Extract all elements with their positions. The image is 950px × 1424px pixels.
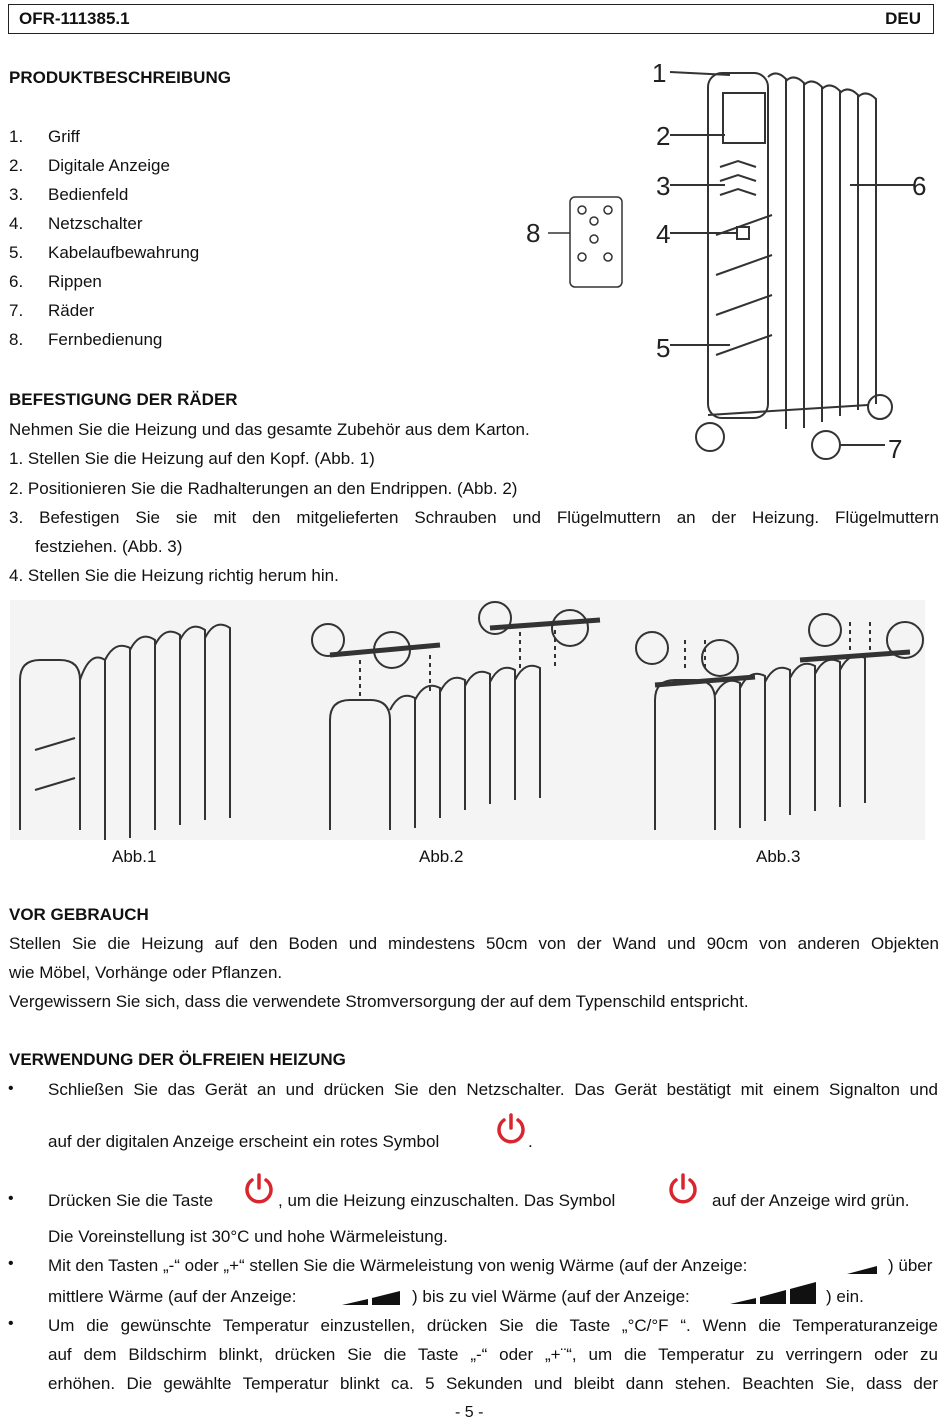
usage-bullet-3-part-d: ) bis zu viel Wärme (auf der Anzeige: (412, 1287, 690, 1306)
callout-4: 4 (656, 219, 671, 249)
heater-front-panel (708, 73, 768, 418)
heat-level-low-icon (845, 1260, 879, 1276)
power-icon (242, 1172, 276, 1206)
wheel (696, 423, 724, 451)
wheels-step-3-cont: festziehen. (Abb. 3) (35, 537, 183, 556)
usage-bullet-3-part-a: Mit den Tasten „-“ oder „+“ stellen Sie die Wärmeleistung von wenig Wärme (auf der Anzeige: (48, 1256, 748, 1275)
parts-list-item: 3. Bedienfeld (9, 185, 129, 204)
section-title-before-use: VOR GEBRAUCH (9, 905, 149, 924)
before-use-line-3: Vergewissern Sie sich, dass die verwendete Stromversorgung der auf dem Typenschild entspricht. (9, 992, 749, 1011)
wheel (868, 395, 892, 419)
parts-list-item: 2. Digitale Anzeige (9, 156, 170, 175)
usage-bullet-1-line-2: auf der digitalen Anzeige erscheint ein rotes Symbol (48, 1132, 440, 1151)
usage-bullet-1-line-1: Schließen Sie das Gerät an und drücken Sie den Netzschalter. Das Gerät bestätigt mit einem Signalton und (48, 1080, 938, 1099)
remote-control (570, 197, 622, 287)
parts-list-item: 1. Griff (9, 127, 80, 146)
callout-5: 5 (656, 333, 671, 363)
heater-product-illustration (520, 55, 940, 475)
usage-bullet-2-part-c: auf der Anzeige wird grün. (712, 1191, 910, 1210)
figure-caption-2: Abb.2 (419, 847, 464, 866)
callout-7: 7 (888, 434, 903, 464)
language-code: DEU (885, 9, 921, 28)
usage-bullet-3-part-b: ) über (888, 1256, 933, 1275)
parts-list-item: 8. Fernbedienung (9, 330, 163, 349)
usage-bullet-2-line-2: Die Voreinstellung ist 30°C und hohe Wärmeleistung. (48, 1227, 448, 1246)
section-title-usage: VERWENDUNG DER ÖLFREIEN HEIZUNG (9, 1050, 346, 1069)
wheels-step-4: 4. Stellen Sie die Heizung richtig herum hin. (9, 566, 339, 585)
before-use-line-2: wie Möbel, Vorhänge oder Pflanzen. (9, 963, 283, 982)
usage-bullet-2-part-a: Drücken Sie die Taste (48, 1191, 214, 1210)
section-title-wheels: BEFESTIGUNG DER RÄDER (9, 390, 238, 409)
callout-1: 1 (652, 58, 667, 88)
wheels-step-2: 2. Positionieren Sie die Radhalterungen an den Endrippen. (Abb. 2) (9, 479, 518, 498)
heat-level-medium-icon (340, 1285, 402, 1307)
power-switch (737, 227, 749, 239)
figure-caption-1: Abb.1 (112, 847, 157, 866)
bullet-marker: • (8, 1080, 14, 1097)
bullet-marker: • (8, 1315, 14, 1332)
callout-2: 2 (656, 121, 671, 151)
usage-bullet-4-line-1: Um die gewünschte Temperatur einzustellen, drücken Sie die Taste „°C/°F “. Wenn die Temperaturanzeige (48, 1316, 938, 1335)
usage-bullet-1-end: . (528, 1132, 533, 1151)
wheel (812, 431, 840, 459)
wheels-intro: Nehmen Sie die Heizung und das gesamte Zubehör aus dem Karton. (9, 420, 530, 439)
power-icon (666, 1172, 700, 1206)
doc-code: OFR-111385.1 (19, 9, 130, 28)
parts-list-item: 4. Netzschalter (9, 214, 143, 233)
parts-list-item: 6. Rippen (9, 272, 102, 291)
heater-display (723, 93, 765, 143)
callout-3: 3 (656, 171, 671, 201)
before-use-line-1: Stellen Sie die Heizung auf den Boden und mindestens 50cm von der Wand und 90cm von anderen Objekten (9, 934, 939, 953)
bullet-marker: • (8, 1190, 14, 1207)
parts-list-item: 5. Kabelaufbewahrung (9, 243, 200, 262)
power-icon (494, 1112, 528, 1146)
parts-list-item: 7. Räder (9, 301, 95, 320)
section-title-product: PRODUKTBESCHREIBUNG (9, 68, 231, 87)
callout-6: 6 (912, 171, 927, 201)
callout-8: 8 (526, 218, 541, 248)
usage-bullet-4-line-3: erhöhen. Die gewählte Temperatur blinkt ca. 5 Sekunden und bleibt dann stehen. Beachten Sie, dass der (48, 1374, 938, 1393)
wheels-step-3: 3. Befestigen Sie sie mit den mitgelieferten Schrauben und Flügelmuttern an der Heizung. Flügelmuttern (9, 508, 939, 527)
wheels-step-1: 1. Stellen Sie die Heizung auf den Kopf. (Abb. 1) (9, 449, 375, 468)
heat-level-high-icon (728, 1280, 818, 1306)
usage-bullet-3-part-c: mittlere Wärme (auf der Anzeige: (48, 1287, 297, 1306)
usage-bullet-4-line-2: auf dem Bildschirm blinkt, drücken Sie die Taste „-“ oder „+¨“, um die Temperatur zu verringern oder zu (48, 1345, 938, 1364)
document-header (8, 4, 934, 34)
bullet-marker: • (8, 1255, 14, 1272)
usage-bullet-3-part-e: ) ein. (826, 1287, 864, 1306)
usage-bullet-2-part-b: , um die Heizung einzuschalten. Das Symbol (278, 1191, 616, 1210)
assembly-figures (10, 600, 925, 840)
figure-caption-3: Abb.3 (756, 847, 801, 866)
page-number: - 5 - (455, 1404, 484, 1421)
